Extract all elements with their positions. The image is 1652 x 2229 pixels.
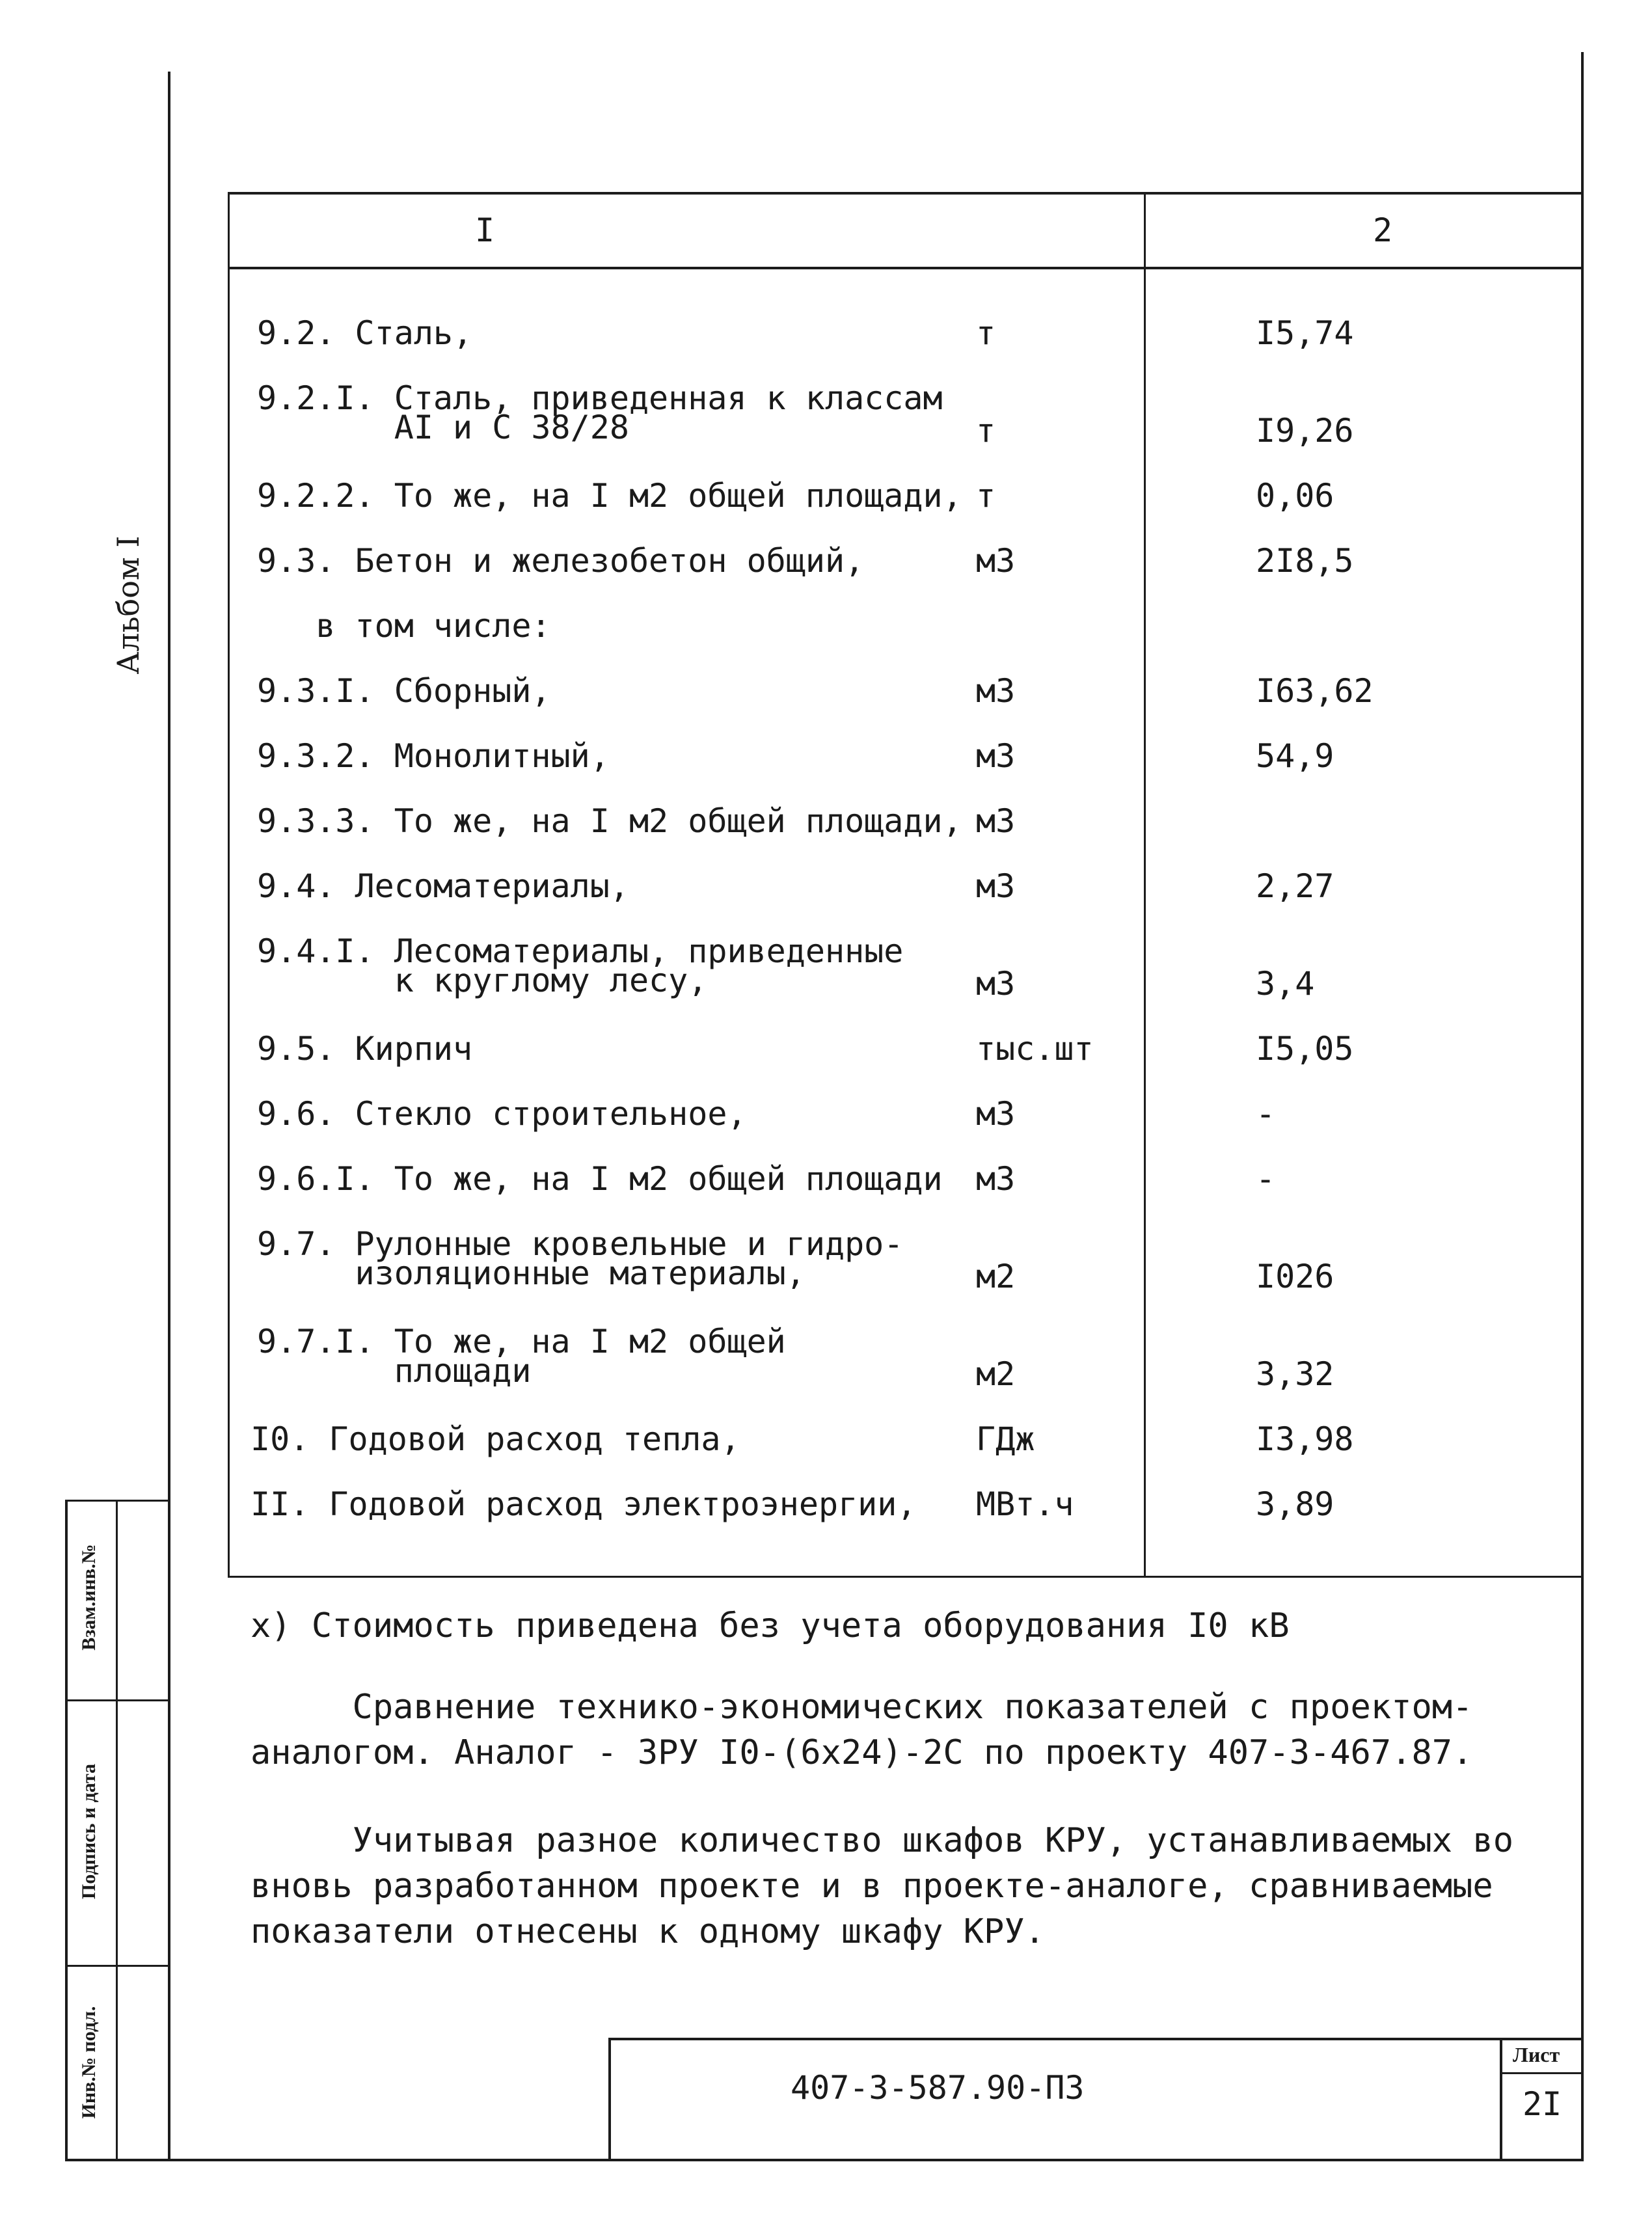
row-9-3-1-value: I63,62 [1256, 672, 1374, 710]
sheet-number: 2I [1523, 2085, 1562, 2123]
row-9-2-1-name-line1: 9.2.I. Сталь, приведенная к классам [257, 379, 943, 417]
side-stamp-signature-date: Подпись и дата [78, 1763, 100, 1900]
row-11-name: II. Годовой расход электроэнергии, [251, 1485, 917, 1523]
row-9-7-unit: м2 [976, 1258, 1016, 1295]
row-9-3-name: 9.3. Бетон и железобетон общий, [257, 542, 865, 580]
row-9-7-1-unit: м2 [976, 1355, 1016, 1393]
row-9-4-value: 2,27 [1256, 867, 1334, 905]
paragraph1-line2: аналогом. Аналог - ЗРУ I0-(6х24)-2С по проекту 407-3-467.87. [251, 1733, 1473, 1772]
footnote: х) Стоимость приведена без учета оборудования I0 кВ [251, 1606, 1290, 1645]
document-code: 407-3-587.90-ПЗ [791, 2069, 1085, 2107]
row-9-3-value: 2I8,5 [1256, 542, 1354, 580]
sheet-label: Лист [1513, 2043, 1560, 2066]
row-9-3-3-name: 9.3.3. То же, на I м2 общей площади, [257, 802, 962, 840]
title-block-sheet-divider [1500, 2038, 1502, 2161]
row-9-7-1-value: 3,32 [1256, 1355, 1334, 1393]
table-bottom-line [228, 1576, 1582, 1578]
row-9-6-1-unit: м3 [976, 1160, 1016, 1198]
paragraph2-line2: вновь разработанном проекте и в проекте-аналоге, сравниваемые [251, 1867, 1493, 1906]
row-9-7-name-line1: 9.7. Рулонные кровельные и гидро- [257, 1225, 904, 1263]
row-9-4-1-value: 3,4 [1256, 965, 1315, 1003]
row-9-3-3-unit: м3 [976, 802, 1016, 840]
album-label: Альбом I [111, 535, 146, 675]
side-stamp-outer-left [65, 1500, 68, 2160]
row-9-4-unit: м3 [976, 867, 1016, 905]
row-9-2-2-unit: т [976, 477, 996, 515]
row-9-2-2-name: 9.2.2. То же, на I м2 общей площади, [257, 477, 962, 515]
row-11-value: 3,89 [1256, 1485, 1334, 1523]
table-header-line [228, 267, 1582, 269]
row-10-unit: ГДж [976, 1420, 1035, 1458]
table-top-line [228, 192, 1582, 195]
table-col-divider [1144, 192, 1146, 1578]
row-9-6-unit: м3 [976, 1095, 1016, 1133]
row-9-3-1-name: 9.3.I. Сборный, [257, 672, 551, 710]
paragraph2-line1: Учитывая разное количество шкафов КРУ, устанавливаемых во [251, 1821, 1514, 1860]
row-11-unit: МВт.ч [976, 1485, 1074, 1523]
row-9-2-2-value: 0,06 [1256, 477, 1334, 515]
row-9-7-name-line2: изоляционные материалы, [257, 1254, 806, 1292]
row-9-3-unit: м3 [976, 542, 1016, 580]
title-block-sheet-hline [1500, 2072, 1582, 2074]
row-9-5-name: 9.5. Кирпич [257, 1030, 473, 1068]
row-9-5-value: I5,05 [1256, 1030, 1354, 1068]
paragraph2-line3: показатели отнесены к одному шкафу КРУ. [251, 1912, 1045, 1951]
row-including-name: в том числе: [257, 607, 551, 645]
row-9-2-1-unit: т [976, 412, 996, 450]
row-9-2-value: I5,74 [1256, 314, 1354, 352]
row-9-3-2-name: 9.3.2. Монолитный, [257, 737, 610, 775]
row-9-3-2-unit: м3 [976, 737, 1016, 775]
row-9-4-1-unit: м3 [976, 965, 1016, 1003]
side-stamp-inner [116, 1500, 118, 2160]
row-9-2-1-value: I9,26 [1256, 412, 1354, 450]
paragraph1-line1: Сравнение технико-экономических показателей с проектом- [251, 1688, 1473, 1727]
row-9-3-2-value: 54,9 [1256, 737, 1334, 775]
row-9-6-1-name: 9.6.I. То же, на I м2 общей площади [257, 1160, 943, 1198]
frame-bottom-line [65, 2159, 1584, 2161]
row-9-2-unit: т [976, 314, 996, 352]
side-stamp-exchange-inv: Взам.инв.№ [78, 1544, 100, 1651]
row-9-7-1-name-line1: 9.7.I. То же, на I м2 общей [257, 1323, 786, 1360]
title-block-left [608, 2038, 611, 2161]
row-10-name: I0. Годовой расход тепла, [251, 1420, 740, 1458]
row-9-2-name: 9.2. Сталь, [257, 314, 473, 352]
row-9-2-1-name-line2: AI и С 38/28 [257, 409, 629, 446]
frame-left-line [168, 72, 170, 2160]
row-9-4-1-name-line1: 9.4.I. Лесоматериалы, приведенные [257, 932, 904, 970]
row-9-4-1-name-line2: к круглому лесу, [257, 962, 708, 999]
frame-right-line [1581, 52, 1584, 2160]
row-9-4-name: 9.4. Лесоматериалы, [257, 867, 629, 905]
table-left-line [228, 192, 230, 1578]
row-9-6-1-value: - [1256, 1160, 1276, 1198]
row-9-7-value: I026 [1256, 1258, 1334, 1295]
row-9-6-name: 9.6. Стекло строительное, [257, 1095, 747, 1133]
table-header-col2: 2 [1373, 211, 1393, 249]
title-block-top [608, 2038, 1582, 2040]
row-9-6-value: - [1256, 1095, 1276, 1133]
row-9-5-unit: тыс.шт [976, 1030, 1094, 1068]
table-header-col1: I [475, 211, 495, 249]
row-9-3-1-unit: м3 [976, 672, 1016, 710]
side-stamp-div1 [65, 1699, 169, 1701]
row-10-value: I3,98 [1256, 1420, 1354, 1458]
side-stamp-inv-original: Инв.№ подл. [78, 2006, 100, 2119]
row-9-7-1-name-line2: площади [257, 1352, 532, 1390]
